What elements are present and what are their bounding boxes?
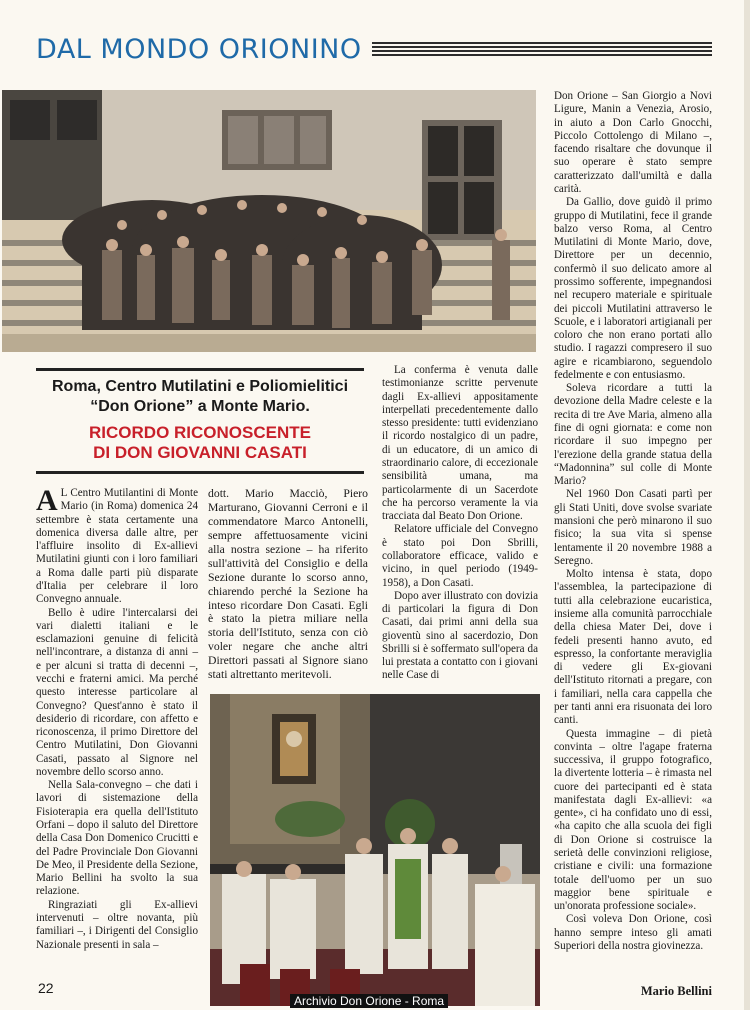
article-paragraph: dott. Mario Macciò, Piero Marturano, Giovanni Cerroni e il commendatore Marco Antonelli, sempre affettuosamente vicini alla nostra sezione – ha riferito sull'attività del Consiglio e della Sezione durante lo scorso anno, chiarendo perché la Sezione ha inteso ricordare Don Casati. Egli è stato la pietra miliare nella storia dell'Istituto, senza con ciò voler negare che anche altri Direttori passati al Signore siano stati altrettanto meritevoli. [208,487,368,682]
article-paragraph: Molto intensa è stata, dopo l'assemblea, la partecipazione di tutti alla celebrazione eucaristica, insieme alla comunità parrocchiale della chiesa Mater Dei, dove i fedeli presenti hanno avuto, ed espresso, la confortante meraviglia di vedere gli Ex-giovani dell'Istituto ritornati a pregare, con i familiari, nella cara cappella che per tanti anni era risuonata dei loro canti. [554,568,712,727]
author-signature: Mario Bellini [640,984,712,998]
article-column-3 [382,364,538,683]
article-column-2 [208,487,368,682]
article-column-4 [554,90,712,953]
mass-photo [210,694,540,1006]
article-paragraph: Nel 1960 Don Casati partì per gli Stati Uniti, dove svolse svariate mansioni che però minarono il suo fisico; la sua vita si spense lentamente il 20 novembre 1988 a Seregno. [554,488,712,567]
article-paragraph: Dopo aver illustrato con dovizia di particolari la figura di Don Casati, dai primi anni della sua gioventù sino al sacerdozio, Don Sbrilli si è soffermato sull'opera da lui prestata a contatto con i giovani nelle Case di [382,589,538,682]
caption-block [36,368,364,474]
article-paragraph: Don Orione – San Giorgio a Novi Ligure, Manin a Venezia, Arosio, in aiuto a Don Carlo Gnocchi, Piccolo Cottolengo di Milano –, facendo risaltare che dovunque il suo operare è stato sempre caratterizzato dall'umiltà e dalla carità. [554,90,712,195]
article-paragraph: A L Centro Mutilantini di Monte Mario (in Roma) domenica 24 settembre è stata certamente una domenica diversa dalle altre, per l'affluire insolito di Ex-allievi Mutilatini giunti con i loro familiari a Roma dalle parti più disparate d'Italia per celebrare il loro Convegno annuale. [36,484,198,606]
caption-subtitle-line-1: RICORDO RICONOSCENTE [89,423,311,442]
article-paragraph: Bello è udire l'intercalarsi dei vari dialetti italiani e le esclamazioni genuine di felicità nell'incontrare, a distanza di anni – e per alcuni si tratta di decenni –, vecchi e fraterni amici. Ma perché questo interesse particolare al Convegno? Quest'anno è stato il desiderio di ricordare, con affetto e riconoscenza, il primo Direttore del Centro Mutilatini, Don Giovanni Casati, passato al Signore nel novembre dello scorso anno. [36,606,198,778]
article-paragraph: Ringraziati gli Ex-allievi intervenuti – oltre novanta, più familiari –, i Dirigenti del Consiglio Nazionale presenti in sala – [36,898,198,951]
article-paragraph: Relatore ufficiale del Convegno è stato poi Don Sbrilli, collaboratore efficace, valido e vicino, in quel periodo (1949-1958), a Don Casati. [382,523,538,589]
altar-photo-icon [210,694,540,1006]
article-paragraph: La conferma è venuta dalle testimonianze scritte pervenute dagli Ex-allievi appositamente interpellati precedentemente dallo stesso presidente: tutti evidenziano il ricordo nostalgico di un padre, di un educatore, di un amico di straordinario calore, di eccezionale sensibilità umana, ma particolarmente di un Sacerdote che ha percorso veramente la via tracciata dal Beato Don Orione. [382,364,538,523]
caption-subtitle [42,423,358,463]
section-title: DAL MONDO ORIONINO [36,34,362,65]
archive-label: Archivio Don Orione - Roma [290,994,448,1008]
article-column-1 [36,484,198,952]
caption-title: Roma, Centro Mutilatini e Poliomielitici “Don Orione” a Monte Mario. [51,378,349,415]
article-paragraph: Nella Sala-convegno – che dati i lavori di sistemazione della Fisioterapia era quella dell'Istituto Orfani – dopo il saluto del Direttore della Casa Don Domenico Crucitti e del Padre Provinciale Don Giovanni De Meo, il Presidente della Sezione, Mario Bellini ha svolto la sua relazione. [36,779,198,898]
page-edge [744,0,750,1010]
article-paragraph: Soleva ricordare a tutti la devozione della Madre celeste e la recita di tre Ave Maria, almeno alla fine di ogni giornata: e come non ricordare il suo impegno per l'erezione della grande statua della “Madonnina” sul colle di Monte Mario? [554,382,712,488]
group-photo [2,90,536,352]
article-paragraph: Da Gallio, dove guidò il primo gruppo di Mutilatini, fece il grande balzo verso Roma, al Centro Mutilatini di Monte Mario, dove, Direttore per un decennio, confermò il suo delicato amore al prossimo sofferente, impegnandosi nel recupero materiale e spirituale dei piccoli Mutilatini attraverso le Scuole, e i laboratori artigianali per coloro che non erano portati allo studio. I ragazzi compresero il suo agire e ricambiarono, seguendolo fedelmente e con entusiasmo. [554,196,712,381]
page-number: 22 [38,980,54,996]
article-paragraph: Questa immagine – di pietà convinta – oltre l'agape fraterna successiva, il gruppo fotografico, la divertente lotteria – è rimasta nel cuore dei partecipanti ed è stata manifestata dagli Ex-allievi: «a gente», ci ha confidato uno di essi, «ha capito che alla scuola dei figli di Don Orione si costruisce la serietà delle convinzioni religiose, cristiane e civili: una formazione totale dell'uomo per un suo maggior bene spirituale e un'onorata professione sociale». [554,727,712,913]
caption-subtitle-line-2: DI DON GIOVANNI CASATI [93,443,307,462]
group-photo-icon [2,90,536,352]
drop-cap: A [36,484,58,517]
header-rule-lines [372,42,712,58]
article-paragraph: Così voleva Don Orione, così hanno sempre inteso gli amati Superiori della nostra giovinezza. [554,913,712,952]
